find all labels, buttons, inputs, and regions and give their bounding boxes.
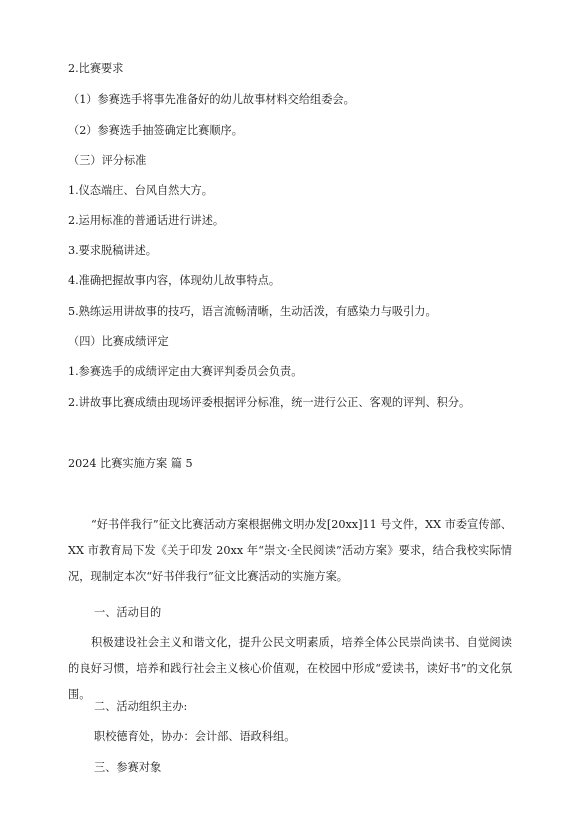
criteria-item: 1.仪态端庄、台风自然大方。	[68, 184, 213, 197]
results-item: 2.讲故事比赛成绩由现场评委根据评分标准，统一进行公正、客观的评判、积分。	[68, 396, 471, 409]
competition-requirements-heading: 2.比赛要求	[68, 62, 124, 75]
scoring-criteria-heading: （三）评分标准	[68, 154, 147, 167]
results-heading: （四）比赛成绩评定	[68, 335, 169, 348]
intro-paragraph: “好书伴我行”征文比赛活动方案根据佛文明办发[20xx]11 号文件，XX 市委宣传部、XX 市教育局下发《关于印发 20xx 年“崇文·全民阅读”活动方案》要求，结合我校实际情况，现制定本次“好书伴我行”征文比赛活动的实施方案。	[68, 518, 512, 583]
organizer-text: 职校德育处，协办：会计部、语政科组。	[94, 730, 296, 743]
purpose-heading: 一、活动目的	[94, 606, 162, 619]
criteria-item: 2.运用标准的普通话进行讲述。	[68, 214, 225, 227]
requirement-item: （1）参赛选手将事先准备好的幼儿故事材料交给组委会。	[68, 93, 355, 106]
participants-heading: 三、参赛对象	[94, 761, 162, 774]
organizer-heading: 二、活动组织主办:	[94, 700, 188, 713]
purpose-paragraph: 积极建设社会主义和谐文化，提升公民文明素质，培养全体公民崇尚读书、自觉阅读的良好习惯，培养和践行社会主义核心价值观，在校园中形成“爱读书，读好书”的文化氛围。	[68, 636, 512, 701]
criteria-item: 5.熟练运用讲故事的技巧，语言流畅清晰，生动活泼，有感染力与吸引力。	[68, 305, 437, 318]
results-item: 1.参赛选手的成绩评定由大赛评判委员会负责。	[68, 365, 303, 378]
requirement-item: （2）参赛选手抽签确定比赛顺序。	[68, 124, 243, 137]
criteria-item: 4.准确把握故事内容，体现幼儿故事特点。	[68, 274, 281, 287]
criteria-item: 3.要求脱稿讲述。	[68, 244, 157, 257]
section-title: 2024 比赛实施方案 篇 5	[68, 457, 193, 470]
